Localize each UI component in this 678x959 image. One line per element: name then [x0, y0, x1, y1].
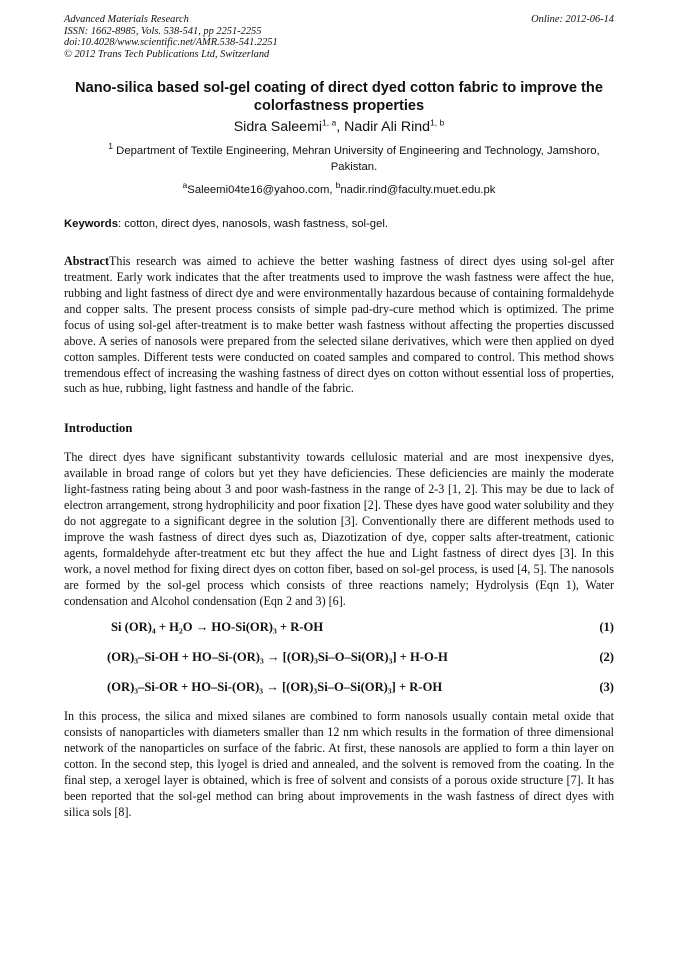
equation-block — [64, 619, 614, 695]
equation-3-expression: (OR)₃–Si-OR + HO–Si-(OR)₃ → [(OR)₃Si–O–Si(OR)₃] + R-OH — [107, 680, 443, 695]
keywords — [64, 217, 614, 231]
abstract-text: This research was aimed to achieve the better washing fastness of direct dyes using sol-gel after treatment. Early work indicates that the after treatments used to improve the wash fastness were affect the hue, rubbing and light fastness of direct dye and were environmentally hazardous because of containing formaldehyde and copper salts. The present process consists of simple pad-dry-cure method which is optimized. The prime focus of using sol-gel after-treatment is to make better wash fastness without affecting the properties discussed above. A series of nanosols were prepared from the selected silane derivatives, which were then applied on dyed cotton samples. Different tests were conducted on coated samples and compared to control. This method shows tremendous effect of increasing the washing fastness of direct dyes on cotton without essential loss of properties, such as hue, rubbing, light fastness and handle of the fabric. — [64, 254, 614, 396]
author-1-sup: 1, a — [322, 117, 337, 128]
introduction-heading: Introduction — [64, 421, 133, 436]
email-separator: , — [329, 184, 336, 197]
keywords-label: Keywords — [64, 218, 118, 231]
author-1-name: Sidra Saleemi — [233, 119, 323, 136]
author-2-sup: 1, b — [430, 117, 445, 128]
affiliation-sup: 1 — [108, 141, 114, 152]
email-a-sup: a — [182, 180, 188, 191]
email-a: Saleemi04te16@yahoo.com — [187, 184, 330, 197]
doi-line: doi:10.4028/www.scientific.net/AMR.538-541.2251 — [64, 37, 278, 49]
email-b: nadir.rind@faculty.muet.edu.pk — [340, 184, 496, 197]
issn-line: ISSN: 1662-8985, Vols. 538-541, pp 2251-2255 — [64, 25, 262, 37]
equation-2-expression: (OR)₃–Si-OH + HO–Si-(OR)₃ → [(OR)₃Si–O–Si(OR)₃] + H-O-H — [107, 650, 448, 665]
author-2-name: Nadir Ali Rind — [344, 119, 431, 136]
equation-3-number: (3) — [599, 680, 614, 695]
abstract — [64, 254, 614, 397]
introduction-paragraph-1: The direct dyes have significant substantivity towards cellulosic material and are most inexpensive dyes, available in broad range of colors but yet they have deficiencies. These deficiencies are mainly the moderate light-fastness rating being about 3 and poor wash-fastness in the range of 2-3 [1, 2]. This may be due to lack of electron arrangement, strong hydrophilicity and poor fixation [2]. These dyes have good water solubility and they do not aggregate to a significant degree in the solution [3]. Conventionally there are different methods used to improve the wash fastness of direct dyes such as, Diazotization of dye, copper salts after-treatment, cationic agents, formaldehyde after-treatment etc but they affect the hue and Light fastness of direct dyes [3]. In this work, a novel method for fixing direct dyes on cotton fiber, based on sol-gel process, is used [4, 5]. The nanosols are formed by the sol-gel process which consists of three reactions namely; Hydrolysis (Eqn 1), Water condensation and Alcohol condensation (Eqn 2 and 3) [6]. — [64, 450, 614, 608]
copyright-line: © 2012 Trans Tech Publications Ltd, Switzerland — [64, 48, 270, 60]
keywords-text: : cotton, direct dyes, nanosols, wash fastness, sol-gel. — [118, 218, 389, 231]
affiliation-text: Department of Textile Engineering, Mehran University of Engineering and Technology, Jamshoro, Pakistan. — [116, 145, 600, 173]
author-separator: , — [336, 119, 345, 136]
abstract-label: Abstract — [64, 254, 110, 269]
equation-2 — [64, 649, 614, 665]
affiliation — [64, 141, 614, 175]
equation-2-number: (2) — [599, 650, 614, 665]
journal-header — [64, 14, 614, 60]
equation-3 — [64, 679, 614, 695]
author-line — [64, 118, 614, 136]
introduction-paragraph-2: In this process, the silica and mixed silanes are combined to form nanosols usually contain metal oxide that consists of nanoparticles with diameters smaller than 12 nm which results in the formation of three dimensional network of the nanoparticles on surface of the fabric. At first, these nanosols are applied to form a thin layer on cotton. In the second step, this lyogel is dried and annealed, and the solvent is removed from the coating. In the final step, a xerogel layer is obtained, which is free of solvent and consists of a porous oxide structure [7]. It has been reported that the sol-gel method can bring about improvements in the wash fastness of direct dyes with silica sols [8]. — [64, 709, 614, 819]
paper-page — [64, 14, 614, 821]
equation-1-expression: Si (OR)₄ + H₂O → HO-Si(OR)₃ + R-OH — [111, 620, 324, 635]
email-b-sup: b — [335, 180, 341, 191]
journal-name: Advanced Materials Research — [64, 14, 189, 25]
email-line — [64, 180, 614, 197]
equation-1-number: (1) — [599, 620, 614, 635]
paper-title: Nano-silica based sol-gel coating of direct dyed cotton fabric to improve the colorfastness properties — [75, 80, 603, 114]
online-date: Online: 2012-06-14 — [531, 14, 614, 25]
equation-1 — [64, 619, 614, 635]
